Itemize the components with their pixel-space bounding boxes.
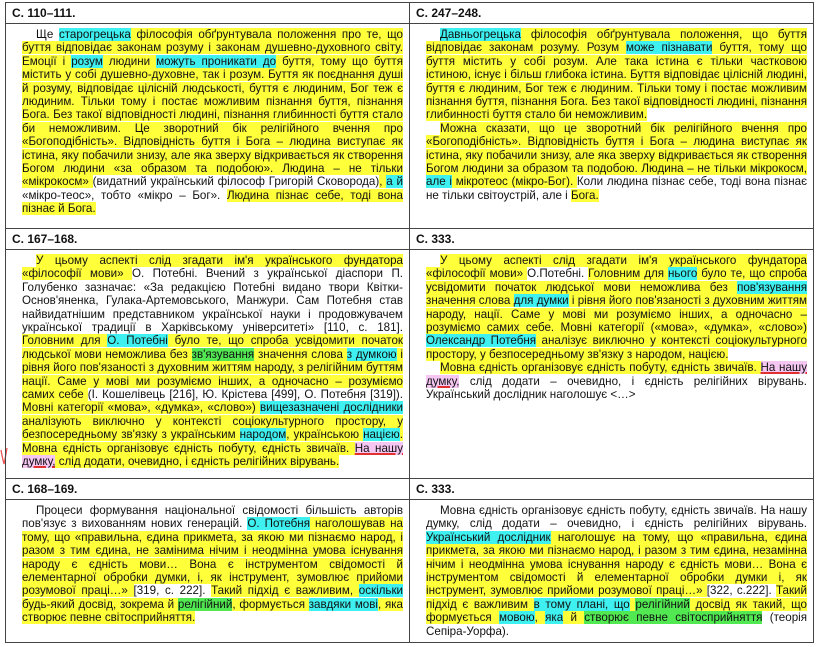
highlight-yellow: Головним для [22, 334, 108, 348]
highlight-yellow: слід додати, очевидно, і єдність релігійних вірувань. [55, 455, 340, 469]
highlight-yellow: значення слова [426, 294, 514, 308]
highlight-yellow: й [563, 611, 585, 625]
highlight-yellow: , [534, 611, 546, 625]
highlight-cyan: розум [71, 54, 103, 68]
cell-right [410, 3, 814, 229]
highlight-cyan: в тому плані, що [533, 597, 630, 611]
plain-text: Процеси формування національної свідомості більшість авторів пов'язує з вихованням нових генерацій. [22, 504, 403, 531]
plain-text: (теорія Сепіра-Уорфа). [426, 611, 807, 638]
highlight-yellow: У цьому аспекті слід згадати ім'я українського фундатора «філософії мови» [426, 254, 807, 281]
highlight-yellow: філософія обґрунтувала положення про те, що буття відповідає законам розуму і законам душевно-духовного світу. Емоції і [22, 28, 403, 68]
plain-text: Коли людина пізнає себе, тоді вона пізнає не тільки світоустрій, але і [426, 175, 807, 202]
text-body [6, 500, 409, 627]
highlight-cyan: але і [426, 175, 452, 189]
highlight-underlined: На нашу думку, [426, 361, 807, 388]
comparison-table [5, 2, 814, 643]
plain-text: (видатний український філософ Григорій Сковорода) [92, 175, 380, 189]
highlight-yellow: , яка створює певне світосприйняття. [22, 597, 403, 625]
paragraph [426, 122, 807, 202]
paragraph [426, 361, 807, 401]
highlight-green: створює певне світосприйняття [584, 611, 763, 625]
highlight-cyan: можуть проникати до [156, 54, 277, 68]
text-body [410, 24, 813, 204]
highlight-underlined: На нашу думку, [22, 441, 403, 469]
cell-left [6, 3, 410, 229]
cell-right [410, 479, 814, 643]
highlight-cyan: старогрецька [58, 28, 131, 41]
highlight-yellow: аналізують виключно у контексті соціокультурного простору, у безпосередньому зв'язку з українським [22, 414, 403, 442]
highlight-yellow: досвід як такий, що формується [426, 597, 807, 625]
highlight-yellow: , українською [286, 428, 364, 442]
highlight-yellow: будь-який досвід, зокрема й [22, 597, 178, 611]
table-row [6, 229, 814, 479]
plain-text: Ще [36, 28, 59, 41]
highlight-yellow: аналізує виключно у контексті соціокультурного простору, у безпосередньому зв'язку з народом, нацією. [426, 334, 807, 361]
highlight-cyan: Олександр Потебня [426, 334, 537, 348]
highlight-cyan: вищезазначені дослідники [259, 401, 403, 415]
highlight-yellow: буття, тому що буття містить у собі душевно-духовне, так і розум. Буття як поєднання душі й розуму, відповідає цілісній людськості, буття є людиним, Бог теж є людиним. Тільки тому і постає можливим пізнання буття, пізнання Бога. Без такої відповідності людині, пізнання глибинності буття стало би неможливим. Це зворотний бік релігійного вчення про «Богоподібність». Відповідність буття і Бога – людина виступає як істина, яку побачили знизу, але яка зверху відкривається як створення Богом людини «за образом та подобою». Людина – не тільки «мікрокосм» [22, 54, 403, 189]
page-ref-header: С. 110–111. [6, 3, 409, 24]
paragraph [426, 254, 807, 361]
highlight-yellow: Бога. [570, 188, 599, 202]
page-ref-header: С. 167–168. [6, 229, 409, 250]
highlight-cyan: а й [386, 175, 403, 189]
paragraph [22, 254, 403, 469]
plain-text: [319, с. 222]. [133, 584, 212, 598]
cell-right [410, 229, 814, 479]
table-row [6, 479, 814, 643]
highlight-yellow: наголошував на тому, що «правильна, єдина прикмета, за якою ми пізнаємо народ, і разом з тим єдина, не замінима нічим і неодмінна умова існування народу є єдність мови… Вона є інструментом свідомості й елементарної обробки думки, і, як інструмент, зумовлює прийоми розумової праці…» [22, 517, 404, 598]
plain-text: О.Потебні. [527, 267, 589, 281]
highlight-green: релігійний [177, 597, 233, 611]
highlight-cyan: О. Потебні [107, 334, 168, 348]
highlight-cyan: нього [667, 267, 698, 281]
highlight-yellow: Мовні категорії «мова», «думка», «слово») [22, 401, 260, 415]
highlight-yellow: , формується [232, 597, 309, 611]
highlight-cyan: яка [545, 611, 564, 625]
table-row [6, 3, 814, 229]
highlight-cyan: народом [239, 428, 287, 442]
highlight-yellow: Мовна єдність організовує єдність побуту, єдність звичаїв. [440, 361, 761, 375]
page-ref-header: С. 333. [410, 229, 813, 250]
highlight-cyan: Давньогрецька [440, 28, 521, 41]
highlight-yellow: Головним для [588, 267, 668, 281]
cell-left [6, 229, 410, 479]
highlight-yellow: Людина пізнає себе, тоді вона пізнає й Бога. [22, 188, 403, 216]
highlight-yellow: було те, що спроба усвідомити початок людської мови неможлива без [426, 267, 807, 294]
highlight-yellow: філософія обґрунтувала положення, що буття відповідає законам розуму. Розум [426, 28, 807, 55]
highlight-yellow: буття, тому що буття містить у собі розум. [426, 41, 807, 68]
plain-text: (І. Кошелівець [216], Ю. Крістева [499], О. Потебня [319]). [87, 388, 403, 402]
highlight-yellow: Але така істина є тільки частковою істиною, існує і більш глибока істина. Буття відповідає цілісній людині, буття є людиним, Бог теж є людиним. Тільки тому і постає можливим пізнання буття, пізнання Бога. Без такої відповідності людині, пізнання глибинності буття стало би неможливим. [426, 54, 807, 122]
highlight-yellow: наголошує на тому, що «правильна, єдина прикмета, за якою ми пізнаємо народ, і разом з тим єдина, незамінна нічим і неодмінна умова існування народу є єдність мови… Вона є інструментом свідомості й елементарної обробки думки і, як інструмент, зумовлює прийоми розумової праці…» [426, 530, 807, 598]
highlight-yellow: мікротеос (мікро-Бог). [451, 175, 577, 189]
highlight-yellow: . Мовна єдність організовує єдність побуту, єдність звичаїв. [22, 428, 403, 455]
text-body [6, 24, 409, 218]
highlight-cyan: з думкою [346, 347, 397, 361]
text-body [6, 250, 409, 471]
paragraph [22, 504, 403, 625]
highlight-cyan: нацією [363, 428, 400, 442]
text-body [410, 500, 813, 640]
highlight-yellow: Такий підхід є важливим [426, 584, 807, 611]
highlight-yellow: було те, що спроба усвідомити початок людської мови неможлива без [22, 334, 403, 361]
highlight-yellow: і рівня його пов'язаності з духовним життям народу, з релігійним буттям нації. Саме у мові ми розуміємо інших, а одночасно – розуміємо самих себе [22, 347, 404, 402]
highlight-cyan: для думки [513, 294, 569, 308]
text-body [410, 250, 813, 403]
highlight-cyan: мовою [498, 611, 535, 625]
highlight-cyan: О. Потебня [247, 517, 310, 531]
highlight-green: зв'язування [191, 347, 255, 361]
page-ref-header: С. 247–248. [410, 3, 813, 24]
page-ref-header: С. 333. [410, 479, 813, 500]
highlight-yellow: Можна сказати, що це зворотний бік релігійного вчення про «Богоподібність». Відповідність буття і Бога – людина виступає як істина, яку побачили знизу, але яка зверху відкривається як створення Богом людини за образом та подобою. Людина – не тільки мікрокосм, [426, 121, 807, 176]
highlight-cyan: Український дослідник [426, 530, 551, 544]
paragraph [22, 28, 403, 216]
plain-text: «мікро-теос», тобто «мікро – Бог». [22, 188, 227, 202]
plain-text: О. Потебні. Вчений з української діаспори П. Голубенко зазначає: «За редакцією Потебні видано твори Квітки-Основ'яненка, Гулака-Артемовського, Манжури. Сам Потебня став найвидатнішим представником української науки і продовжувачем української традиції в Харківському університеті» [110, с. 181]. [22, 267, 403, 335]
highlight-cyan: може пізнавати [626, 41, 713, 55]
highlight-yellow: і рівня його пов'язаності з духовним життям народу, нації. Саме у мові ми розуміємо інших, а одночасно – розуміємо самих себе. Мовні категорії («мова», «думка», «слово») [426, 294, 807, 335]
highlight-yellow: Такий підхід є важливим, [211, 584, 359, 598]
highlight-cyan: оскільки [358, 584, 404, 598]
plain-text: Мовна єдність організовує єдність побуту, єдність звичаїв. На нашу думку, слід додати – очевидно, і єдність релігійних вірувань. [426, 504, 807, 531]
paragraph [426, 28, 807, 122]
page-ref-header: С. 168–169. [6, 479, 409, 500]
highlight-yellow: значення слова [254, 347, 347, 361]
highlight-yellow: У цьому аспекті слід згадати ім'я українського фундатора «філософії мови» [22, 254, 403, 281]
plain-text: [322, с.222]. [706, 584, 776, 598]
plain-text: слід додати – очевидно, і єдність релігійних вірувань. Український дослідник наголошує <…> [426, 374, 807, 402]
highlight-cyan: пов'язування [737, 280, 807, 294]
highlight-green: релігійний [635, 597, 690, 611]
highlight-cyan: завдяки мові [308, 597, 378, 611]
cell-left [6, 479, 410, 643]
highlight-yellow: людини [102, 54, 157, 68]
highlight-yellow: , [379, 175, 387, 189]
paragraph [426, 504, 807, 638]
